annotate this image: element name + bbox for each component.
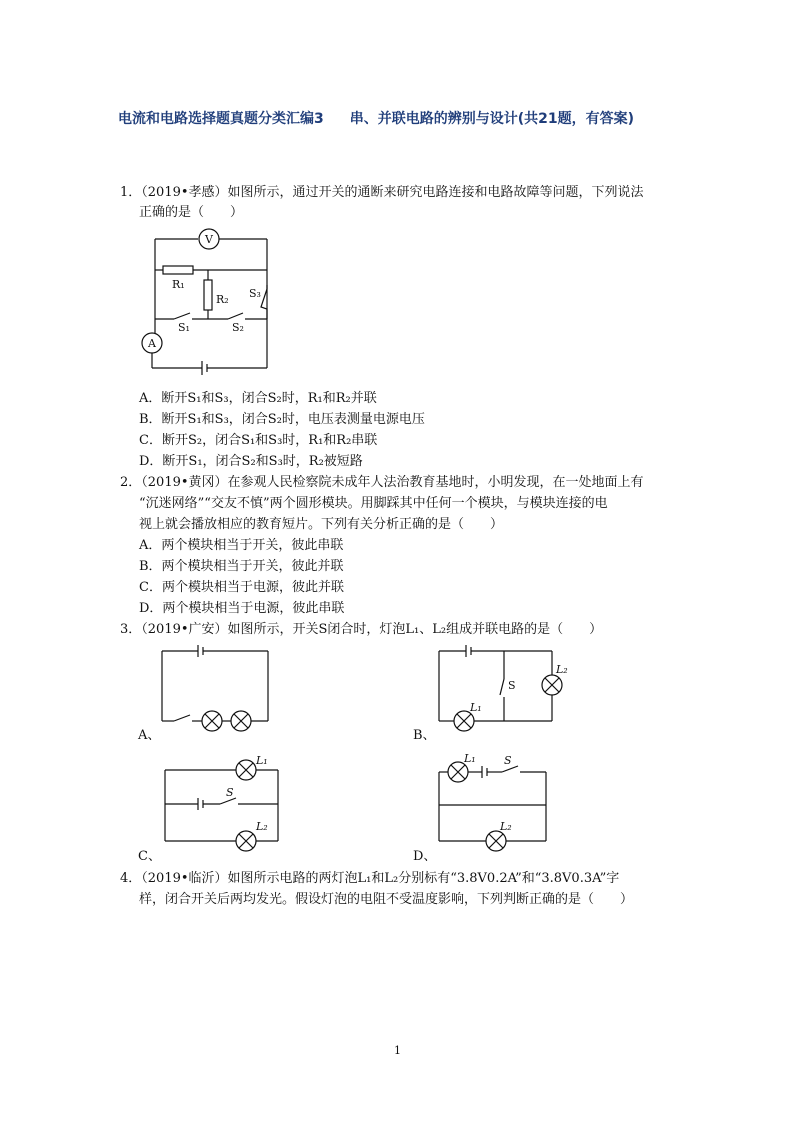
- svg-text:L₂: L₂: [256, 820, 268, 833]
- q1-stem-line2: 正确的是（ ）: [139, 205, 244, 220]
- q3-figure-b: [436, 645, 576, 735]
- page-number: 1: [394, 1044, 401, 1057]
- resistor-r1-icon: [163, 266, 193, 274]
- resistor-r2-icon: [204, 280, 212, 310]
- switch-s1-icon: [174, 313, 190, 319]
- q1-option-c[interactable]: C．断开S₂，闭合S₁和S₃时，R₁和R₂串联: [139, 433, 378, 448]
- q1-stem-line1: 1．（2019•孝感）如图所示，通过开关的通断来研究电路连接和电路故障等问题，下列说法: [120, 185, 644, 200]
- q3-figure-c: [162, 752, 287, 852]
- q2-option-d[interactable]: D．两个模块相当于电源，彼此串联: [139, 601, 345, 616]
- q2-stem-line3: 视上就会播放相应的教育短片。下列有关分析正确的是（ ）: [139, 517, 504, 532]
- q4-stem-line2: 样，闭合开关后两均发光。假设灯泡的电阻不受温度影响，下列判断正确的是（ ）: [139, 892, 634, 907]
- q3-choice-a-label[interactable]: A、: [138, 728, 161, 743]
- svg-text:A: A: [148, 337, 156, 350]
- svg-text:S: S: [504, 754, 512, 767]
- svg-text:L₁: L₁: [256, 754, 268, 767]
- q2-option-b[interactable]: B．两个模块相当于开关，彼此并联: [139, 559, 344, 574]
- q3-choice-d-label[interactable]: D、: [413, 849, 437, 864]
- q2-stem-line1: 2．（2019•黄冈）在参观人民检察院未成年人法治教育基地时，小明发现，在一处地面上有: [120, 475, 644, 490]
- svg-text:L₂: L₂: [556, 663, 568, 676]
- switch-s2-icon: [228, 313, 243, 319]
- svg-text:R₂: R₂: [216, 293, 229, 306]
- title-sub: 串、并联电路的辨别与设计(共21题，有答案): [349, 111, 635, 127]
- svg-text:L₁: L₁: [464, 752, 476, 765]
- q3-figure-a: [160, 645, 272, 725]
- switch-s-icon: [500, 679, 504, 695]
- svg-text:L₂: L₂: [500, 820, 512, 833]
- svg-text:S₁: S₁: [178, 321, 190, 334]
- q1-option-a[interactable]: A．断开S₁和S₃，闭合S₂时，R₁和R₂并联: [139, 391, 377, 406]
- svg-text:S: S: [508, 679, 516, 692]
- q3-choice-c-label[interactable]: C、: [138, 849, 161, 864]
- q2-option-c[interactable]: C．两个模块相当于电源，彼此并联: [139, 580, 344, 595]
- svg-text:R₁: R₁: [172, 278, 185, 291]
- page-title: [118, 108, 718, 128]
- svg-text:S₂: S₂: [232, 321, 244, 334]
- title-main: 电流和电路选择题真题分类汇编3: [118, 111, 324, 127]
- q2-option-a[interactable]: A．两个模块相当于开关，彼此串联: [139, 538, 344, 553]
- switch-icon: [174, 715, 190, 721]
- svg-text:S: S: [226, 786, 234, 799]
- svg-text:L₁: L₁: [470, 701, 482, 714]
- q1-option-b[interactable]: B．断开S₁和S₃，闭合S₂时，电压表测量电源电压: [139, 412, 425, 427]
- q1-circuit-diagram: [130, 225, 280, 380]
- q3-choice-b-label[interactable]: B、: [413, 728, 436, 743]
- q4-stem-line1: 4．（2019•临沂）如图所示电路的两灯泡L₁和L₂分别标有“3.8V0.2A”和“3.8V0.3A”字: [120, 871, 620, 886]
- q1-option-d[interactable]: D．断开S₁，闭合S₂和S₃时，R₂被短路: [139, 454, 363, 469]
- q3-figure-d: [436, 752, 561, 852]
- switch-s3-icon: [261, 285, 267, 319]
- svg-text:S₃: S₃: [249, 287, 261, 300]
- q2-stem-line2: “沉迷网络”“交友不慎”两个圆形模块。用脚踩其中任何一个模块，与模块连接的电: [139, 496, 608, 511]
- q3-stem-line1: 3．（2019•广安）如图所示，开关S闭合时，灯泡L₁、L₂组成并联电路的是（ ）: [120, 622, 603, 637]
- svg-text:V: V: [205, 233, 213, 246]
